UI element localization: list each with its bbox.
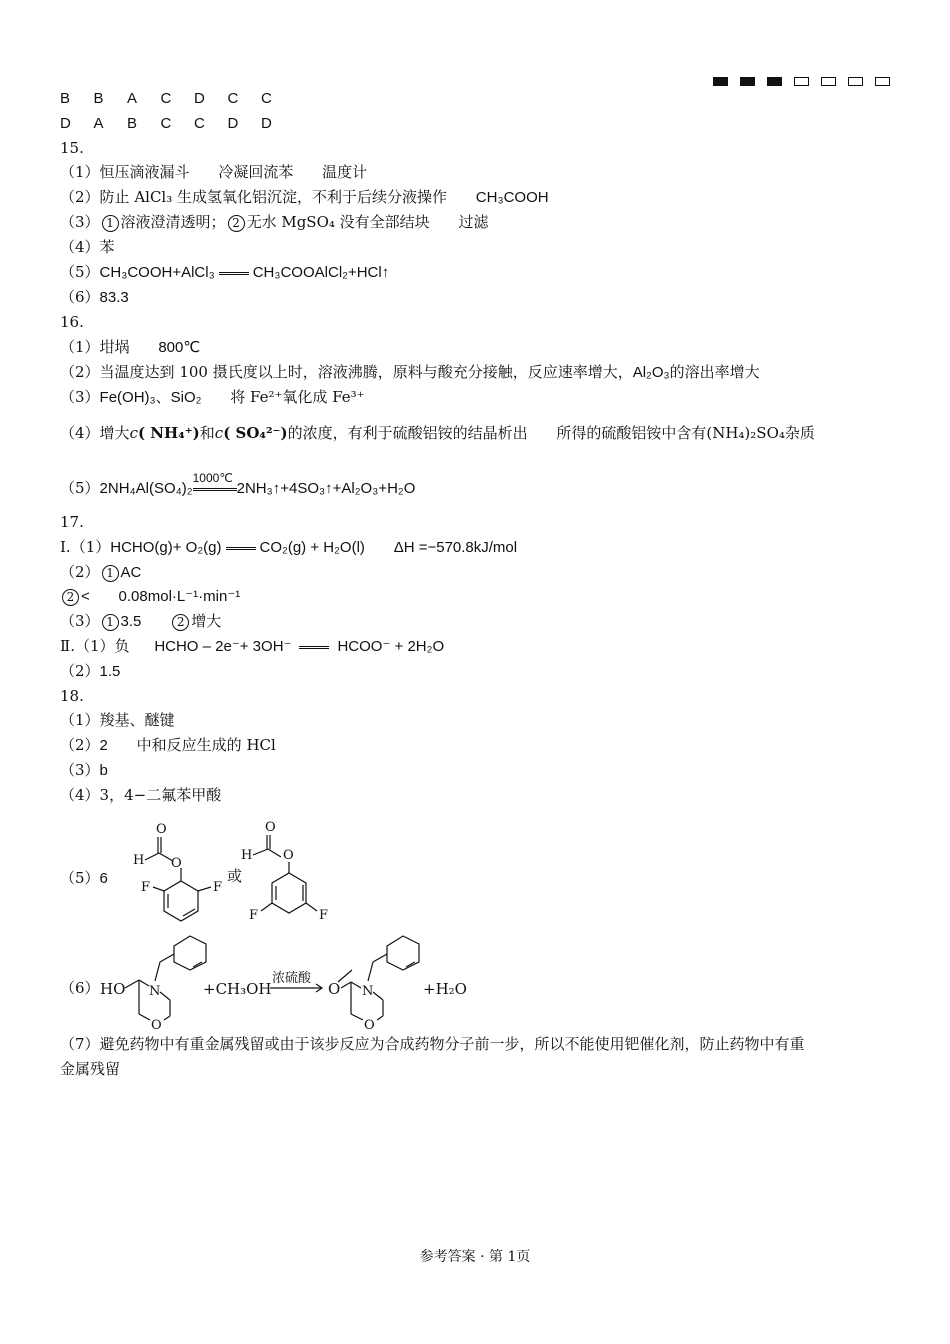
mc-answer: A xyxy=(93,115,104,132)
question-18-number: 18. xyxy=(60,687,84,705)
svg-text:O: O xyxy=(156,822,167,837)
svg-text:O: O xyxy=(265,820,276,835)
question-15-number: 15. xyxy=(60,139,84,157)
svg-text:H: H xyxy=(241,848,253,863)
structure-difluorophenyl-formate-meta xyxy=(241,820,328,923)
q15-answer-6: （6）83.3 xyxy=(60,288,129,306)
mc-answer: C xyxy=(227,90,239,107)
progress-square-empty xyxy=(875,77,890,86)
q17-answer-5: Ⅱ.（1）负 HCHO – 2e⁻+ 3OH⁻ HCOO⁻ + 2H₂O xyxy=(60,637,445,655)
q17-answer-6: （2）1.5 xyxy=(60,662,121,680)
progress-square-empty xyxy=(821,77,836,86)
svg-text:O: O xyxy=(171,856,182,871)
mc-answer: C xyxy=(160,115,172,132)
progress-square-filled xyxy=(740,77,755,86)
q15-answer-4: （4）苯 xyxy=(60,238,115,256)
progress-indicator xyxy=(701,72,890,90)
q16-answer-1: （1）坩埚 800℃ xyxy=(60,338,201,356)
q16-answer-2: （2）当温度达到 100 摄氏度以上时，溶液沸腾，原料与酸充分接触，反应速率增大，Al₂O₃的溶出率增大 xyxy=(60,363,760,381)
q15-answer-1: （1）恒压滴液漏斗 冷凝回流苯 温度计 xyxy=(60,163,368,181)
svg-text:O: O xyxy=(283,848,294,863)
mc-answer: A xyxy=(127,90,138,107)
q18-answer-7: （7）避免药物中有重金属残留或由于该步反应为合成药物分子前一步，所以不能使用钯催化剂，防止药物中有重 xyxy=(60,1035,805,1053)
svg-text:O: O xyxy=(328,980,341,998)
mc-answer: B xyxy=(127,115,138,132)
reactant-structure xyxy=(125,936,206,1033)
progress-square-filled xyxy=(767,77,782,86)
hydroxy-label: HO xyxy=(100,980,126,998)
morpholine-methylation-reaction xyxy=(98,930,478,1035)
svg-text:F: F xyxy=(213,880,223,895)
mc-answers-row1 xyxy=(60,88,295,109)
mc-answer: C xyxy=(160,90,172,107)
svg-text:F: F xyxy=(249,908,259,923)
q18-answer-1: （1）羧基、醚键 xyxy=(60,711,175,729)
mc-answer: C xyxy=(194,115,205,132)
svg-text:N: N xyxy=(149,984,161,999)
structure-difluorophenyl-formate-ortho xyxy=(133,822,222,921)
q15-answer-3: （3） 1 溶液澄清透明； 2 无水 MgSO₄ 没有全部结块 过滤 xyxy=(60,213,489,231)
q16-answer-3: （3）Fe(OH)₃、SiO₂ 将 Fe²⁺氧化成 Fe³⁺ xyxy=(60,388,365,406)
mc-answer: D xyxy=(261,115,272,132)
q18-answer-4: （4）3，4−二氟苯甲酸 xyxy=(60,786,222,804)
progress-square-empty xyxy=(794,77,809,86)
q18-answer-3: （3）b xyxy=(60,761,108,779)
q18-answer-5: （5）6 xyxy=(60,869,108,887)
mc-answer: B xyxy=(93,90,104,107)
mc-answer: D xyxy=(60,115,71,132)
q16-answer-4: （4）增大c( NH₄⁺)和c( SO₄²⁻)的浓度，有利于硫酸铝铵的结晶析出 所得的硫酸铝铵中含有(NH₄)₂SO₄杂质 xyxy=(60,424,815,442)
mc-answer: D xyxy=(194,90,205,107)
question-17-number: 17. xyxy=(60,513,84,531)
q16-answer-5: （5）2NH₄Al(SO₄)₂ 1000℃ 2NH₃↑+4SO₃↑+Al₂O₃+H₂O xyxy=(60,470,416,497)
progress-square-empty xyxy=(848,77,863,86)
mc-answer: B xyxy=(60,90,71,107)
svg-text:O: O xyxy=(151,1018,162,1033)
q18-answer-7-cont: 金属残留 xyxy=(60,1060,121,1078)
svg-text:F: F xyxy=(319,908,329,923)
water-label: +H₂O xyxy=(423,980,467,998)
formate-ester-structures xyxy=(125,815,345,925)
mc-answer: D xyxy=(227,115,239,132)
q18-answer-6-label: （6） xyxy=(60,979,100,997)
question-16-number: 16. xyxy=(60,313,84,331)
methanol-label: +CH₃OH xyxy=(203,980,272,998)
svg-text:N: N xyxy=(362,984,374,999)
progress-square-filled xyxy=(713,77,728,86)
q15-answer-5: （5）CH₃COOH+AlCl₃ CH₃COOAlCl₂+HCl↑ xyxy=(60,263,390,281)
page-footer: 参考答案 · 第 1页 xyxy=(419,1249,531,1265)
q17-answer-1: Ⅰ.（1）HCHO(g)+ O₂(g) CO₂(g) + H₂O(l) ΔH =−570.8kJ/mol xyxy=(60,538,518,556)
q17-answer-3: 2 < 0.08mol·L⁻¹·min⁻¹ xyxy=(60,586,240,607)
q15-answer-2: （2）防止 AlCl₃ 生成氢氧化铝沉淀，不利于后续分液操作 CH₃COOH xyxy=(60,188,549,206)
svg-text:F: F xyxy=(141,880,151,895)
or-text: 或 xyxy=(227,867,243,885)
mc-answer: C xyxy=(261,90,272,107)
svg-text:O: O xyxy=(364,1018,375,1033)
q17-answer-4: （3） 1 3.5 2 增大 xyxy=(60,612,222,630)
q17-answer-2: （2） 1 AC xyxy=(60,563,142,581)
product-structure xyxy=(328,936,419,1033)
q18-answer-2: （2）2 中和反应生成的 HCl xyxy=(60,736,276,754)
mc-answers-row2 xyxy=(60,113,295,134)
svg-text:H: H xyxy=(133,853,145,868)
reagent-label: 浓硫酸 xyxy=(272,971,312,986)
